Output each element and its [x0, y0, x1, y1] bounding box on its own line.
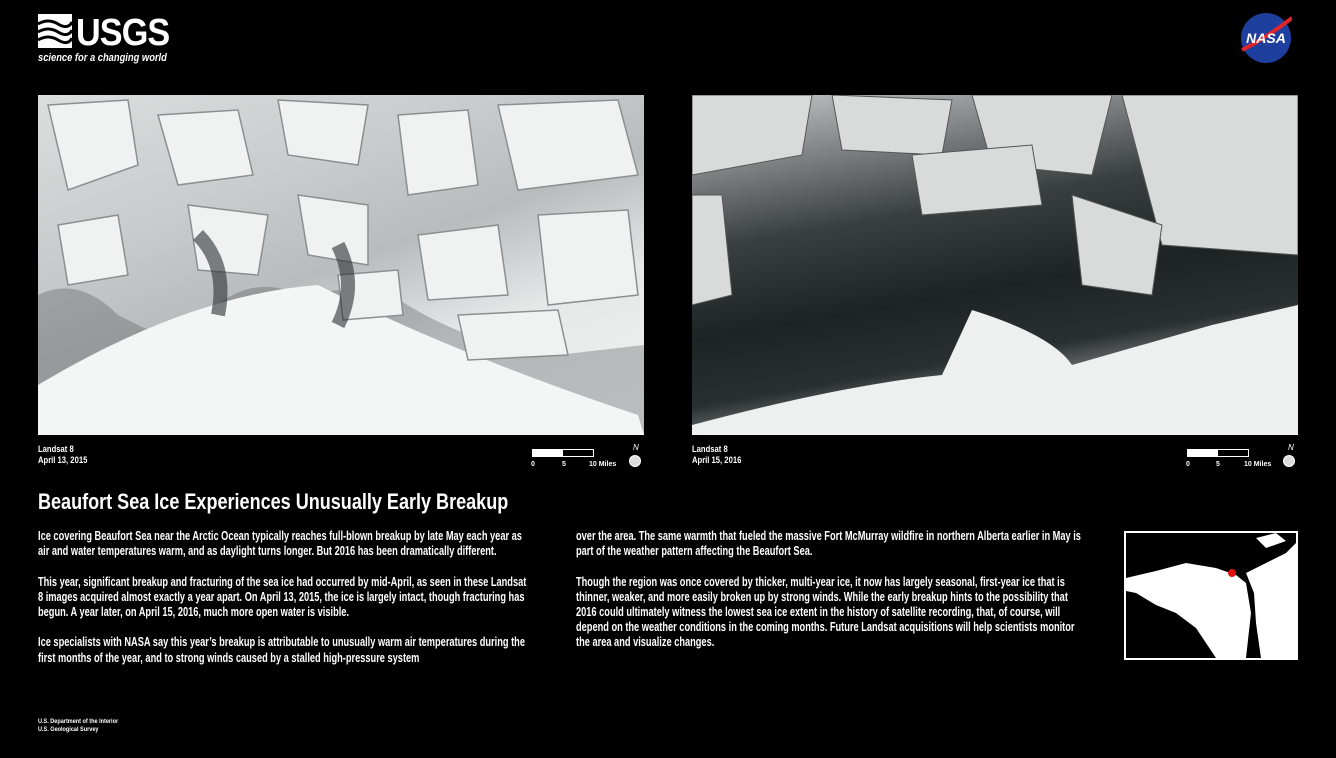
- image-date: April 15, 2016: [692, 455, 742, 465]
- footer-survey: U.S. Geological Survey: [38, 726, 99, 733]
- paragraph: Though the region was once covered by thicker, multi-year ice, it now has largely seasonal, first-year ice that is thinner, weaker, and more easily broken up by strong winds. While the early breakup hints to the possibility that 2016 could ultimately witness the lowest sea ice extent in the history of satellite recording, that, of course, will depend on the weather conditions in the coming months. Future Landsat acquisitions will help scientists monitor the area and visualize changes.: [576, 574, 1075, 650]
- scale-label-5: 5: [562, 461, 566, 468]
- scale-label-0: 0: [531, 461, 535, 468]
- scale-bar: [1187, 449, 1249, 457]
- satellite-image-2016: [692, 95, 1298, 435]
- north-arrow: N: [633, 443, 639, 452]
- scale-label-0: 0: [1186, 461, 1190, 468]
- scale-bar: [532, 449, 594, 457]
- compass-icon: [629, 455, 641, 467]
- compass-icon: [1283, 455, 1295, 467]
- usgs-wordmark: USGS: [76, 12, 170, 54]
- article-column-right: [576, 529, 1087, 666]
- scale-label-10: 10 Miles: [1244, 461, 1272, 468]
- usgs-tagline: science for a changing world: [38, 52, 167, 64]
- svg-text:NASA: NASA: [1246, 30, 1286, 46]
- image-caption-2015: [38, 444, 87, 466]
- usgs-wave-icon: [38, 14, 72, 48]
- page-title: Beaufort Sea Ice Experiences Unusually Early Breakup: [38, 489, 509, 514]
- locator-dot: [1228, 569, 1236, 577]
- paragraph: Ice specialists with NASA say this year’s breakup is attributable to unusually warm air temperatures during the first months of the year, and to strong winds caused by a stalled high-pressure system: [38, 635, 525, 665]
- footer: [38, 718, 118, 734]
- paragraph: over the area. The same warmth that fueled the massive Fort McMurray wildfire in northern Alberta earlier in May is part of the weather pattern affecting the Beaufort Sea.: [576, 529, 1081, 559]
- usgs-logo: [38, 12, 178, 64]
- nasa-logo: [1240, 12, 1292, 64]
- article-column-left: [38, 529, 534, 681]
- north-arrow: N: [1288, 443, 1294, 452]
- paragraph: Ice covering Beaufort Sea near the Arctic Ocean typically reaches full-blown breakup by late May each year as air and water temperatures warm, and as daylight turns longer. But 2016 has been dramatically different.: [38, 529, 522, 559]
- locator-map: [1124, 531, 1298, 660]
- satellite-name: Landsat 8: [692, 444, 728, 454]
- satellite-name: Landsat 8: [38, 444, 74, 454]
- footer-agency: U.S. Department of the Interior: [38, 718, 119, 725]
- scale-label-10: 10 Miles: [589, 461, 617, 468]
- scale-label-5: 5: [1216, 461, 1220, 468]
- paragraph: This year, significant breakup and fracturing of the sea ice had occurred by mid-April, as seen in these Landsat 8 images acquired almost exactly a year apart. On April 13, 2015, the ice is largely intact, though fracturing has begun. A year later, on April 15, 2016, much more open water is visible.: [38, 574, 527, 619]
- satellite-image-2015: [38, 95, 644, 435]
- image-date: April 13, 2015: [38, 455, 88, 465]
- image-caption-2016: [692, 444, 741, 466]
